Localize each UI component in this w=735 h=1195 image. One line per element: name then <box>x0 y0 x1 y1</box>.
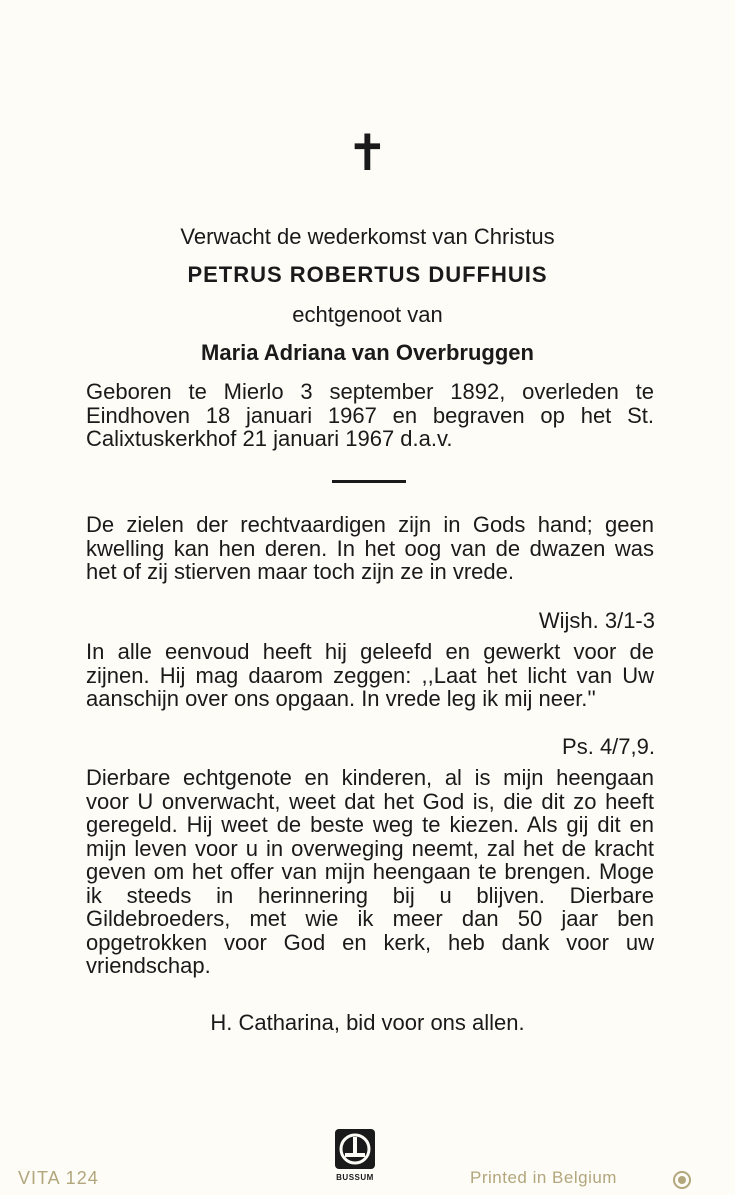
printer-logo-icon <box>334 1128 376 1170</box>
spouse-name: Maria Adriana van Overbruggen <box>201 340 534 365</box>
seal-icon <box>672 1170 692 1190</box>
verse-psalm-reference: Ps. 4/7,9. <box>562 734 655 759</box>
deceased-name: PETRUS ROBERTUS DUFFHUIS <box>187 262 548 287</box>
closing-prayer: H. Catharina, bid voor ons allen. <box>210 1010 525 1035</box>
verse-wisdom-reference: Wijsh. 3/1-3 <box>538 608 655 633</box>
verse-wisdom: De zielen der rechtvaardigen zijn in Gods hand; geen kwelling kan hen deren. In het oog van de dwazen was het of zij stierven maar toch zijn ze in vrede. <box>86 512 654 584</box>
birth-death-paragraph: Geboren te Mierlo 3 september 1892, overleden te Eindhoven 18 januari 1967 en begraven op het St. Calixtuskerkhof 21 januari 1967 d.a.v. <box>86 379 654 451</box>
cross-icon: ✝ <box>346 124 389 182</box>
printer-logo-label: BUSSUM <box>336 1173 374 1182</box>
spouse-label: echtgenoot van <box>292 302 443 327</box>
printed-in: Printed in Belgium <box>470 1168 617 1187</box>
intro-line: Verwacht de wederkomst van Christus <box>180 224 555 249</box>
verse-psalm: In alle eenvoud heeft hij geleefd en gewerkt voor de zijnen. Hij mag daarom zeggen: ,,Laat het licht van Uw aanschijn over ons opgaan. In vrede leg ik mij neer.'' <box>86 639 654 711</box>
series-number: VITA 124 <box>18 1168 99 1188</box>
printer-logo <box>332 1128 378 1188</box>
divider-line <box>332 480 406 483</box>
farewell-paragraph: Dierbare echtgenote en kinderen, al is mijn heengaan voor U onverwacht, weet dat het God is, die dit zo heeft geregeld. Hij weet de beste weg te kiezen. Als gij dit en mijn leven voor u in overweging neemt, zal het de kracht geven om het offer van mijn heengaan te brengen. Moge ik steeds in herinnering bij u blijven. Dierbare Gildebroeders, met wie ik meer dan 50 jaar ben opgetrokken voor God en kerk, heb dank voor uw vriendschap. <box>86 765 654 978</box>
